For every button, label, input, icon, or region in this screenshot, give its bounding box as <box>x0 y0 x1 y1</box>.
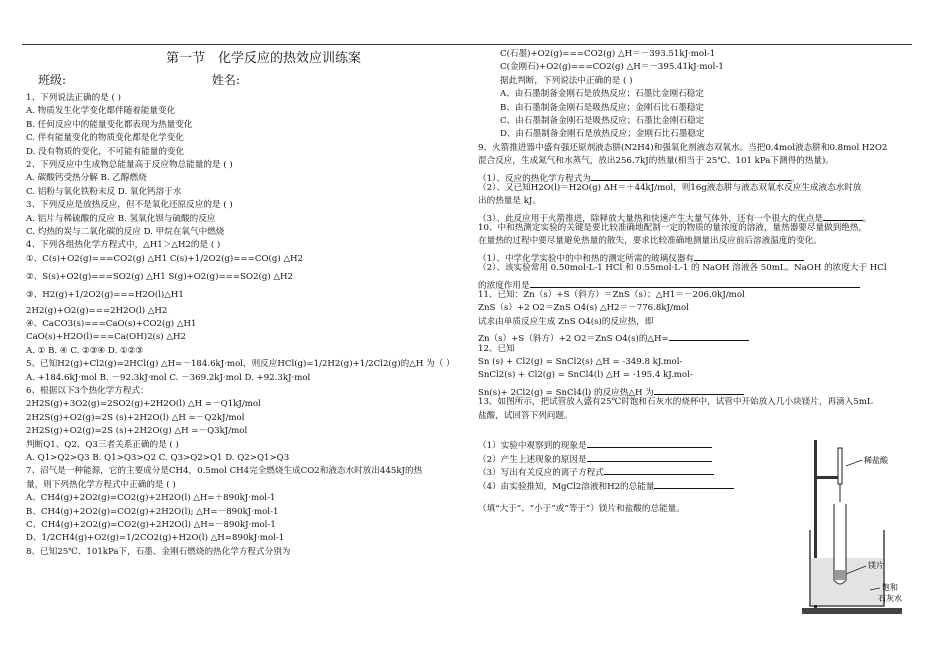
q9-2-cont: 出的热量是 kJ。 <box>478 196 541 207</box>
q1-b: B. 任何反应中的能量变化都表现为热量变化 <box>26 119 193 130</box>
acid-label: 稀盐酸 <box>864 456 888 465</box>
answer-blank[interactable] <box>604 465 714 475</box>
answer-blank[interactable] <box>587 452 712 462</box>
q11: 11、已知：Zn（s）+S（斜方）＝ZnS（s）；△H1＝－206.0kJ/mol <box>478 290 745 301</box>
dropper-tube <box>838 448 842 484</box>
q13-cont: 盐酸，试回答下列问题。 <box>478 410 573 421</box>
q8-eq2: C(金刚石)+O2(g)===CO2(g) △H＝－395.41kJ·mol-1 <box>500 62 724 73</box>
name-label: 姓名: <box>211 73 240 87</box>
q12-ask-text: Sn(s)+ 2Cl2(g) = SnCl4(l) 的反应热△H 为 <box>478 387 654 398</box>
q6-options: A. Q1>Q2>Q3 B. Q1>Q3>Q2 C. Q3>Q2>Q1 D. Q2>Q1>Q3 <box>26 452 290 463</box>
q6-judge: 判断Q1、Q2、Q3三者关系正确的是 ( ) <box>26 439 179 450</box>
q7-d: D、1/2CH4(g)+O2(g)=1/2CO2(g)+H2O(l) △H=890kJ·mol-1 <box>26 533 285 544</box>
q12-eq1: Sn (s) + Cl2(g) = SnCl2(s) △H = -349.8 kJ.mol- <box>478 356 683 367</box>
class-label: 班级: <box>38 73 67 87</box>
q7-a: A、CH4(g)+2O2(g)=CO2(g)+2H2O(l) △H=＋890kJ·mol-1 <box>26 493 276 504</box>
q13-3-text: （3）写出有关反应的离子方程式 <box>478 468 604 479</box>
q1-d: D. 没有物质的变化，不可能有能量的变化 <box>26 146 185 157</box>
q4-4a: ④、CaCO3(s)===CaO(s)+CO2(g) △H1 <box>26 319 197 330</box>
q13: 13、如图所示，把试管放入盛有25℃时饱和石灰水的烧杯中，试管中开始放入几小块镁片，再滴入5mL <box>478 397 873 408</box>
q4-1: ①、C(s)+O2(g)===CO2(g) △H1 C(s)+1/2O2(g)===CO(g) △H2 <box>26 253 304 264</box>
q2-ab: A. 碳酸钙受热分解 B. 乙醇燃烧 <box>26 173 147 184</box>
q4: 4、下列各组热化学方程式中，△H1＞△H2的是 ( ) <box>26 240 221 251</box>
q4-2: ②、S(s)+O2(g)===SO2(g) △H1 S(g)+O2(g)===SO2(g) △H2 <box>26 271 293 282</box>
q4-3b: 2H2(g)+O2(g)===2H2O(l) △H2 <box>26 305 168 316</box>
q11-eq2: ZnS（s）+2 O2＝ZnS O4(s) △H2＝－776.8kJ/mol <box>478 303 689 314</box>
answer-blank[interactable] <box>530 278 860 288</box>
q11-ask: 试求由单质反应生成 ZnS O4(s)的反应热，即 <box>478 316 654 327</box>
acid-pointer <box>846 460 862 466</box>
lime-label-2: 石灰水 <box>878 594 902 603</box>
q5-options: A. +184.6kJ·mol B. －92.3kJ·mol C. －369.2kJ·mol D. +92.3kJ·mol <box>26 372 311 383</box>
q9-cont: 混合反应，生成氮气和水蒸气，放出256.7kJ的热量(相当于 25℃、101 kPa下测得的热量)。 <box>478 156 834 167</box>
q13-4-text: （4）由实验推知，MgCl2溶液和H2的总能量 <box>478 481 655 492</box>
q10-cont: 在量热的过程中要尽量避免热量的散失，要求比较准确地测量出反应前后溶液温度的变化。 <box>478 236 822 247</box>
q6-eq3: 2H2S(g)+O2(g)=2S (s)+2H2O(g) △H =－Q3kJ/mol <box>26 426 248 437</box>
q6-eq1: 2H2S(g)+3O2(g)=2SO2(g)+2H2O(l) △H =－Q1kJ/mol <box>26 399 261 410</box>
q9-1-text: （1）、反应的热化学方程式为 <box>478 173 591 184</box>
answer-blank[interactable] <box>669 331 749 341</box>
q7-b: B、CH4(g)+2O2(g)=CO2(g)+2H2O(l); △H=－890kJ·mol-1 <box>26 506 279 517</box>
mg-label: 镁片 <box>868 561 884 570</box>
q10-2-text: 的浓度作用是 <box>478 280 530 291</box>
page-title: 第一节 化学反应的热效应训练案 <box>166 51 362 66</box>
q4-4b: CaO(s)+H2O(l)===Ca(OH)2(s) △H2 <box>26 332 186 343</box>
q8: 8、已知25℃、101kPa下，石墨、金刚石燃烧的热化学方程式分别为 <box>26 546 291 557</box>
q11-answer-text: Zn（s）+S（斜方）+2 O2＝ZnS O4(s)的△H= <box>478 334 669 345</box>
q8-c: C、由石墨制备金刚石是吸热反应；石墨比金刚石稳定 <box>500 115 705 126</box>
q9-3: （3）、此反应用于火箭推进，除释放大量热和快速产生大量气体外，还有一个很大的优点是 。 <box>478 211 918 224</box>
q9-3-text: （3）、此反应用于火箭推进，除释放大量热和快速产生大量气体外，还有一个很大的优点是 <box>478 213 823 224</box>
class-name-row <box>26 74 474 94</box>
q13-2-text: （2）产生上述现象的原因是 <box>478 454 587 465</box>
q3: 3、下列反应是放热反应，但不是氧化还原反应的是 ( ) <box>26 200 233 211</box>
q13-4-cont: （填“大于”、“小于”或“等于”）镁片和盐酸的总能量。 <box>478 504 685 515</box>
q2-cd: C. 铝粉与氧化铁粉末反 D. 氧化钙溶于水 <box>26 186 182 197</box>
answer-blank[interactable] <box>591 171 791 181</box>
q3-ab: A. 铝片与稀硫酸的反应 B. 氢氧化钡与硫酸的反应 <box>26 213 216 224</box>
answer-blank[interactable] <box>694 251 804 261</box>
q11-answer <box>478 331 918 344</box>
q1-c: C. 伴有能量变化的物质变化都是化学变化 <box>26 133 184 144</box>
q12: 12、已知 <box>478 343 515 354</box>
answer-blank[interactable] <box>587 438 712 448</box>
stand-base <box>802 608 902 614</box>
q13-1-text: （1）实验中观察到的现象是 <box>478 441 587 452</box>
q10: 10、中和热测定实验的关键是要比较准确地配制一定的物质的量浓度的溶液，量热器要尽量做到绝热， <box>478 223 868 234</box>
answer-blank[interactable] <box>654 385 744 395</box>
q1: 1、下列说法正确的是 ( ) <box>26 93 121 103</box>
q8-b: B、由石墨制备金刚石是吸热反应；金刚石比石墨稳定 <box>500 102 704 113</box>
left-column <box>26 52 474 561</box>
q9: 9、火箭推进器中盛有强还原剂液态肼(N2H4)和强氧化剂液态双氧水。当把0.4mol液态肼和0.8mol H2O2 <box>478 142 888 153</box>
q8-stem: 据此判断，下列说法中正确的是 ( ) <box>500 75 633 86</box>
mg-strips <box>835 570 845 580</box>
q10-1-text: （1）、中学化学实验中的中和热的测定所需的玻璃仪器有 <box>478 253 695 264</box>
q2: 2、下列反应中生成物总能量高于反应物总能量的是 ( ) <box>26 159 233 170</box>
q9-2: （2）、又已知H2O(l)＝H2O(g) ΔH＝＋44kJ/mol，则16g液态肼与液态双氧水反应生成液态水时放 <box>478 182 862 193</box>
q6-eq2: 2H2S(g)+O2(g)=2S (s)+2H2O(l) △H =－Q2kJ/mol <box>26 412 245 423</box>
q1-a: A. 物质发生化学变化都伴随着能量变化 <box>26 106 176 117</box>
apparatus-figure <box>800 430 910 630</box>
q4-options: A. ① B. ④ C. ②③④ D. ①②③ <box>26 345 144 356</box>
q7-c: C、CH4(g)+2O2(g)=CO2(g)+2H2O(l) △H=－890kJ·mol-1 <box>26 519 276 530</box>
q12-eq2: SnCl2(s) + Cl2(g) = SnCl4(l) △H = -195.4 kJ.mol- <box>478 370 693 381</box>
q8-d: D、由石墨制备金刚石是放热反应；金刚石比石墨稳定 <box>500 129 705 140</box>
answer-blank[interactable] <box>654 479 734 489</box>
top-rule <box>22 44 912 45</box>
answer-blank[interactable] <box>823 211 863 221</box>
q8-eq1: C(石墨)+O2(g)===CO2(g) △H＝－393.51kJ·mol-1 <box>500 49 716 59</box>
q8-a: A、由石墨制备金刚石是放热反应；石墨比金刚石稳定 <box>500 89 704 100</box>
q6: 6、根据以下3个热化学方程式： <box>26 386 149 397</box>
q9-1: （1）、反应的热化学方程式为 。 <box>478 171 918 184</box>
q10-2: （2）、该实验常用 0.50mol·L-1 HCl 和 0.55mol·L-1 的 NaOH 溶液各 50mL。NaOH 的浓度大于 HCl <box>478 263 887 274</box>
lime-label-1: 饱和 <box>882 583 898 592</box>
q7-cont: 量，则下列热化学方程式中正确的是 ( ) <box>26 479 176 490</box>
q7: 7、沼气是一种能源，它的主要成分是CH4，0.5mol CH4完全燃烧生成CO2和液态水时放出445kJ的热 <box>26 466 423 477</box>
q5: 5、已知H2(g)+Cl2(g)=2HCl(g) △H=－184.6kJ·mol，则反应HCl(g)=1/2H2(g)+1/2Cl2(g)的△H 为（ ） <box>26 359 455 370</box>
apparatus-drawing <box>800 430 910 630</box>
q3-cd: C. 灼热的炭与二氧化碳的反应 D. 甲烷在氧气中燃烧 <box>26 226 225 237</box>
q4-3a: ③、H2(g)+1/2O2(g)===H2O(l)△H1 <box>26 289 184 300</box>
